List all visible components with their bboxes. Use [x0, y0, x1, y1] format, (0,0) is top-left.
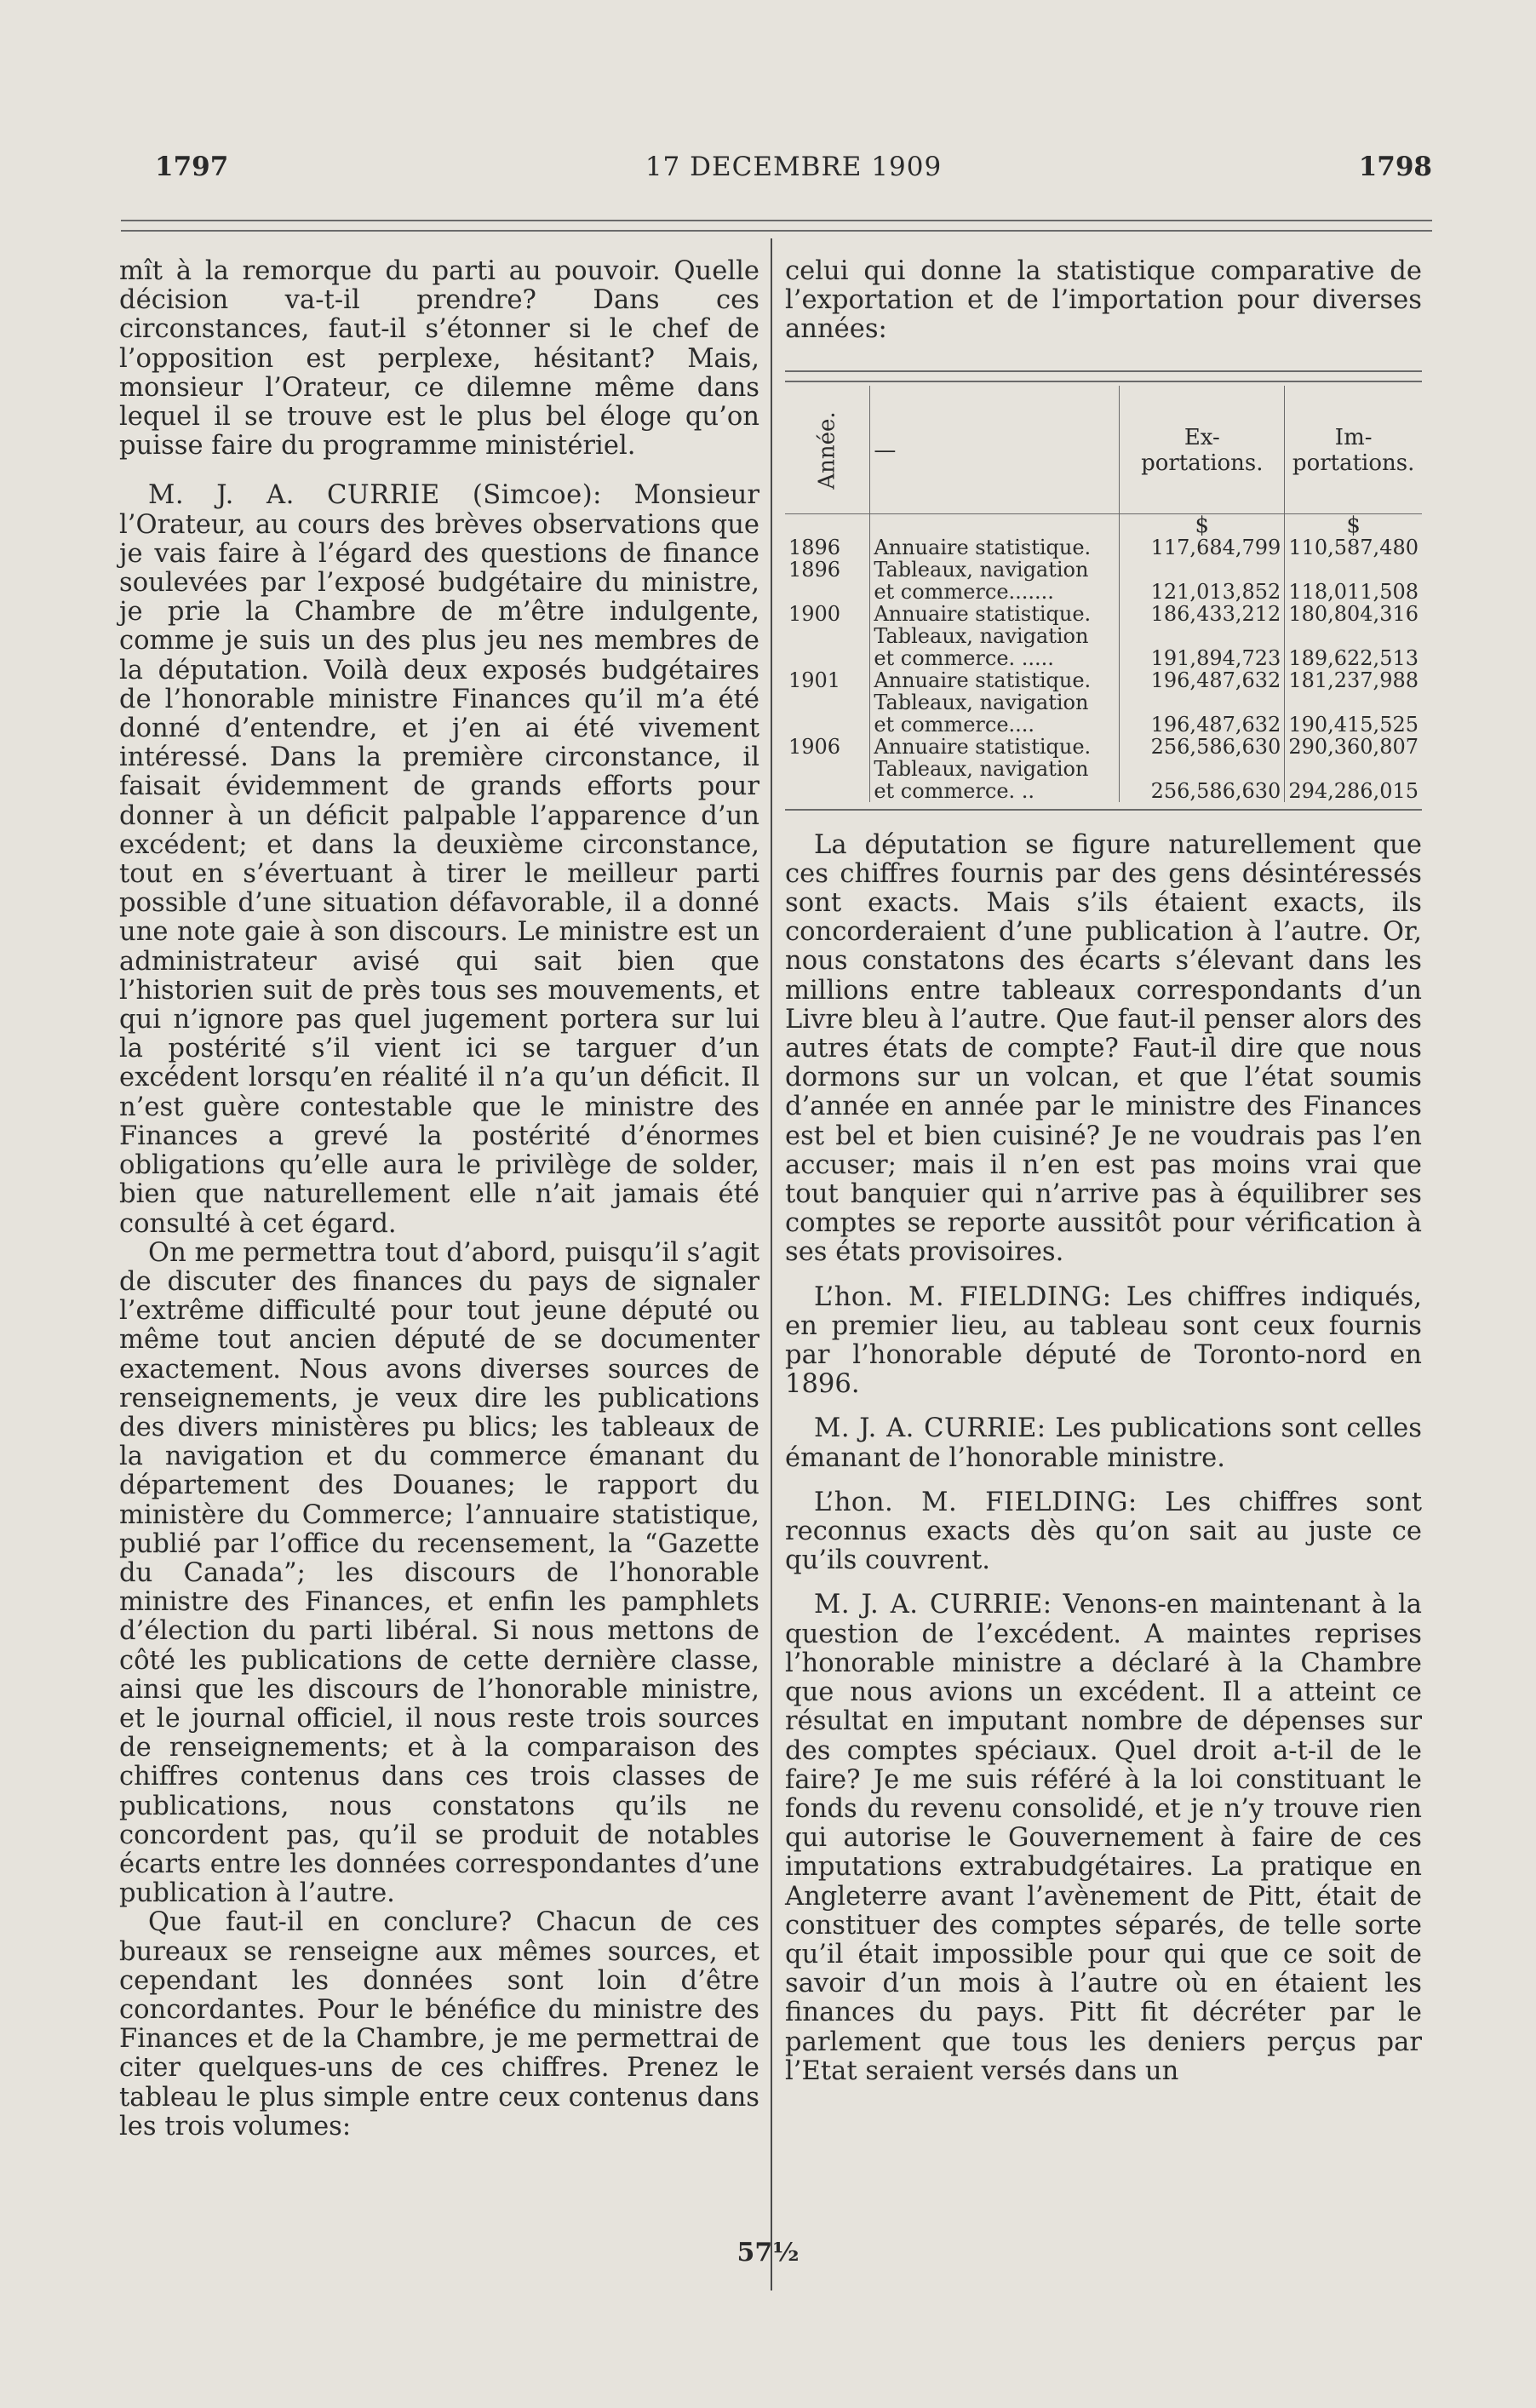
row-description: Annuaire statistique. [870, 736, 1120, 758]
left-paragraph-2 [119, 481, 759, 1238]
row-exports: 191,894,723 [1120, 647, 1285, 669]
row-year [785, 780, 870, 802]
row-imports: 118,011,508 [1288, 579, 1419, 604]
row-description: Tableaux, navigation [870, 559, 1120, 581]
right-paragraph-1: celui qui donne la statistique comparative de l’exportation et de l’importation pour diverses années: [785, 256, 1422, 345]
table-row [785, 559, 1422, 581]
right-paragraph-3-text: Les chiffres indiqués, en premier lieu, au tableau sont ceux fournis par l’honorable député de Toronto-nord en 1896. [785, 1281, 1422, 1400]
left-paragraph-3: On me permettra tout d’abord, puisqu’il s’agit de discuter des finances du pays de signaler l’extrême difficulté pour tout jeune député ou même tout ancien député de se documenter exactement. Nous avons diverses sources de renseignements, je veux dire les publications des divers ministères pu blics; les tableaux de la navigation et du commerce émanant du département des Douanes; le rapport du ministère du Commerce; l’annuaire statistique, publié par l’office du recensement, la “Gazette du Canada”; les discours de l’honorable ministre des Finances, et enfin les pamphlets d’élection du parti libéral. Si nous mettons de côté les publications de cette dernière classe, ainsi que les discours de l’honorable ministre, et le journal officiel, il nous reste trois sources de renseignements; et à la comparaison des chiffres contenus dans ces trois classes de publications, nous constatons qu’ils ne concordent pas, qu’il se produit de notables écarts entre les données correspondantes d’une publication à l’autre. [119, 1237, 760, 1909]
table-row [785, 736, 1422, 758]
row-description: Tableaux, navigation [870, 758, 1120, 780]
page-number-left: 1797 [155, 152, 229, 182]
signature-mark: 57½ [736, 2238, 800, 2268]
page-number-right: 1798 [1358, 152, 1432, 182]
row-exports: 186,433,212 [1120, 603, 1285, 625]
row-exports: 196,487,632 [1120, 669, 1285, 691]
page-date: 17 DECEMBRE 1909 [645, 152, 943, 182]
row-year: 1900 [785, 603, 870, 625]
table-row [785, 780, 1422, 802]
page-header [155, 152, 1432, 194]
row-description: Annuaire statistique. [870, 603, 1120, 625]
row-year: 1906 [785, 736, 870, 758]
right-column [785, 257, 1422, 2086]
row-imports [1285, 758, 1422, 780]
row-year [785, 714, 870, 736]
row-exports [1120, 625, 1285, 647]
row-exports: 256,586,630 [1120, 736, 1285, 758]
right-paragraph-6 [785, 1591, 1422, 2085]
right-paragraph-5 [785, 1488, 1422, 1576]
speaker-currie: M. J. A. CURRIE (Simcoe): [148, 480, 602, 511]
row-year: 1896 [785, 559, 870, 581]
row-exports [1120, 691, 1285, 714]
right-paragraph-4-text: Les publications sont celles émanant de l’honorable ministre. [785, 1413, 1422, 1473]
right-paragraph-2: La députation se figure naturellement que ces chiffres fournis par des gens désintéressés sont exacts. Mais s’ils étaient exacts, ils concorderaient d’une publication à l’autre. Or, nous constatons des écarts s’élevant dans les millions entre tableaux correspondants d’un Livre bleu à l’autre. Que faut-il penser alors des autres états de compte? Faut-il dire que nous dormons sur un volcan, et que l’état soumis d’année en année par le ministre des Finances est bel et bien cuisiné? Je ne voudrais pas l’en accuser; mais il n’en est pas moins vrai que tout banquier qui n’arrive pas à équilibrer ses comptes se reporte aussitôt pour vérification à ses états provisoires. [785, 829, 1422, 1268]
row-exports: 256,586,630 [1120, 780, 1285, 802]
speaker-currie: M. J. A. CURRIE: [814, 1590, 1052, 1620]
header-year: Année. [785, 386, 870, 514]
row-year [785, 625, 870, 647]
row-imports: 181,237,988 [1288, 668, 1419, 692]
row-imports: 294,286,015 [1288, 778, 1419, 803]
left-paragraph-2-text: Monsieur l’Orateur, au cours des brèves observations que je vais faire à l’égard des questions de finance soulevées par l’exposé budgétaire du ministre, je prie la Chambre de m’être indulgente, comme je suis un des plus jeu nes membres de la députation. Voilà deux exposés budgétaires de l’honorable ministre Finances qu’il m’a été donné d’entendre, et j’en ai été vivement intéressé. Dans la première circonstance, il faisait évidemment de grands efforts pour donner à un déficit palpable l’apparence d’un excédent; et dans la deuxième circonstance, tout en s’évertuant à tirer le meilleur parti possible d’une situation défavorable, il a donné une note gaie à son discours. Le ministre est un administrateur avisé qui sait bien que l’historien suit de près tous ses mouvements, et qui n’ignore pas quel jugement portera sur lui la postérité s’il vient ici se targuer d’un excédent lorsqu’en réalité il n’a qu’un déficit. Il n’est guère contestable que le ministre des Finances a grevé la postérité d’énormes obligations qu’elle aura le privilège de solder, bien que naturellement elle n’ait jamais été consulté à cet égard. [119, 480, 759, 1239]
row-exports [1120, 758, 1285, 780]
row-imports [1285, 691, 1422, 714]
row-imports: 180,804,316 [1288, 601, 1419, 626]
right-paragraph-3 [785, 1283, 1422, 1400]
speaker-currie: M. J. A. CURRIE: [814, 1413, 1046, 1444]
right-paragraph-4 [785, 1414, 1422, 1472]
trade-statistics-table-wrap [785, 370, 1422, 811]
row-year [785, 581, 870, 603]
row-imports [1285, 625, 1422, 647]
left-column [119, 257, 759, 2141]
row-description: Tableaux, navigation [870, 691, 1120, 714]
row-description: Tableaux, navigation [870, 625, 1120, 647]
row-description: et commerce.... [870, 714, 1120, 736]
row-exports: 121,013,852 [1120, 581, 1285, 603]
table-row [785, 581, 1422, 603]
table-row [785, 536, 1422, 559]
table-row [785, 758, 1422, 780]
row-exports [1120, 559, 1285, 581]
row-year [785, 647, 870, 669]
row-imports [1285, 559, 1422, 581]
table-row [785, 603, 1422, 625]
row-year [785, 758, 870, 780]
right-paragraph-6-text: Venons-en maintenant à la question de l’excédent. A maintes reprises l’honorable ministre a déclaré à la Chambre que nous avions un excédent. Il a atteint ce résultat en imputant nombre de dépenses sur des comptes spéciaux. Quel droit a-t-il de le faire? Je me suis référé à la loi constituant le fonds du revenu consolidé, et je n’y trouve rien qui autorise le Gouvernement à faire de ces imputations extrabudgétaires. La pratique en Angleterre avant l’avènement de Pitt, était de constituer des comptes séparés, de telle sorte qu’il était impossible pour qui que ce soit de savoir d’un mois à l’autre où en étaient les finances du pays. Pitt fit décréter par le parlement que tous les deniers perçus par l’Etat seraient versés dans un [785, 1590, 1422, 2086]
row-description: Annuaire statistique. [870, 669, 1120, 691]
column-divider [771, 238, 772, 2290]
row-imports: 190,415,525 [1288, 712, 1419, 737]
row-exports: 196,487,632 [1120, 714, 1285, 736]
table-row [785, 714, 1422, 736]
table-header-row [785, 386, 1422, 514]
header-desc: — [870, 386, 1120, 514]
currency-imports: $ [1346, 512, 1361, 538]
row-year [785, 691, 870, 714]
row-description: et commerce. ..... [870, 647, 1120, 669]
row-description: et commerce. .. [870, 780, 1120, 802]
trade-statistics-table [785, 386, 1422, 802]
row-year: 1901 [785, 669, 870, 691]
table-row [785, 647, 1422, 669]
row-description: Annuaire statistique. [870, 536, 1120, 559]
row-exports: 117,684,799 [1120, 536, 1285, 559]
row-imports: 110,587,480 [1288, 535, 1419, 559]
currency-exports: $ [1120, 513, 1285, 536]
row-year: 1896 [785, 536, 870, 559]
header-rule [121, 220, 1432, 232]
left-paragraph-4: Que faut-il en conclure? Chacun de ces bureaux se renseigne aux mêmes sources, et cependant les données sont loin d’être concordantes. Pour le bénéfice du ministre des Finances et de la Chambre, je me permettrai de citer quelques-uns de ces chiffres. Prenez le tableau le plus simple entre ceux contenus dans les trois volumes: [119, 1907, 759, 2141]
speaker-fielding: L’hon. M. FIELDING: [814, 1281, 1112, 1312]
table-top-rule [785, 370, 1422, 382]
row-imports: 189,622,513 [1288, 645, 1419, 670]
table-row [785, 669, 1422, 691]
currency-row [785, 513, 1422, 536]
table-row [785, 691, 1422, 714]
right-paragraph-5-text: Les chiffres sont reconnus exacts dès qu’on sait au juste ce qu’ils couvrent. [785, 1487, 1422, 1576]
row-imports: 290,360,807 [1288, 734, 1419, 759]
row-description: et commerce....... [870, 581, 1120, 603]
speaker-fielding: L’hon. M. FIELDING: [814, 1487, 1138, 1517]
header-exports: Ex- portations. [1120, 386, 1285, 514]
table-bottom-rule [785, 809, 1422, 811]
table-row [785, 625, 1422, 647]
left-paragraph-1: mît à la remorque du parti au pouvoir. Quelle décision va-t-il prendre? Dans ces circonstances, faut-il s’étonner si le chef de l’opposition est perplexe, hésitant? Mais, monsieur l’Orateur, ce dilemne même dans lequel il se trouve est le plus bel éloge qu’on puisse faire du programme ministériel. [119, 256, 759, 462]
header-imports: Im- portations. [1285, 386, 1422, 514]
